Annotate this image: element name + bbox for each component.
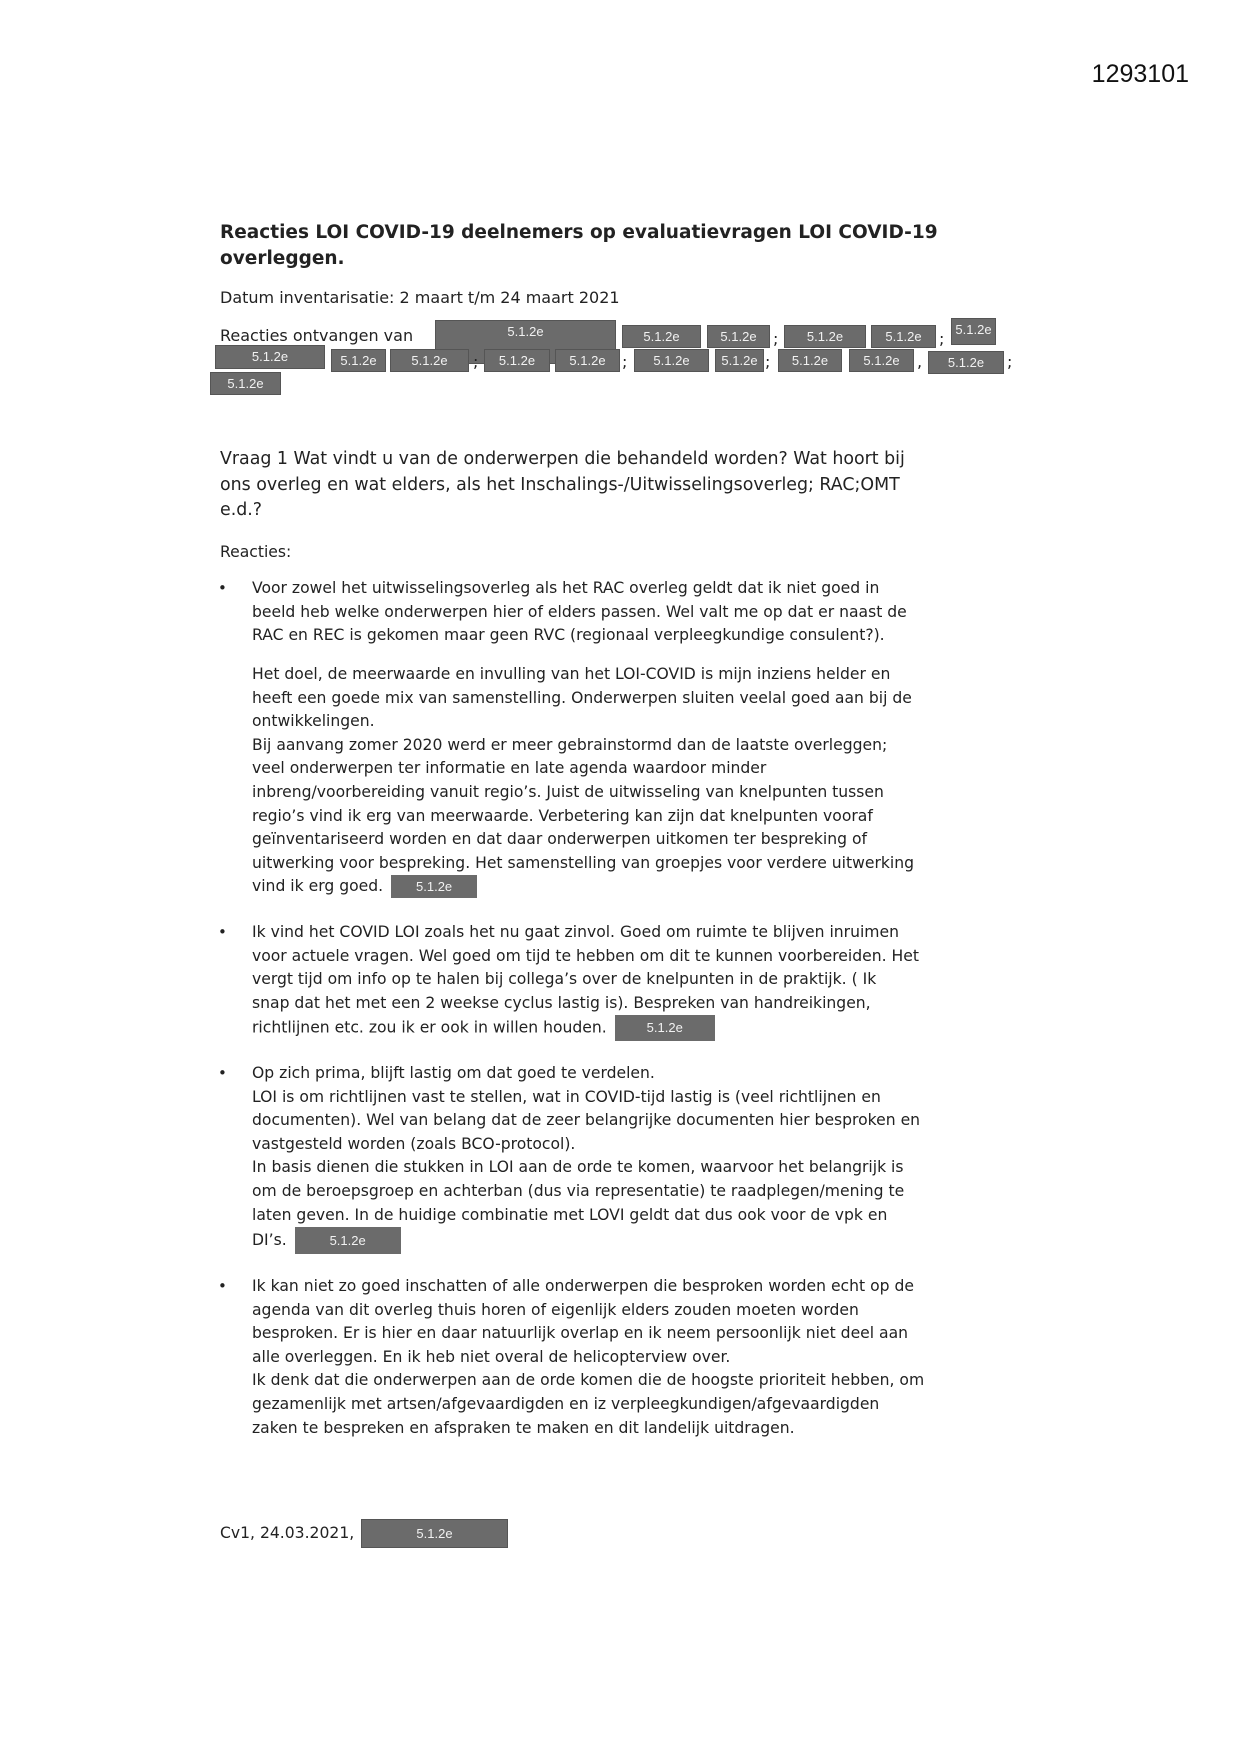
bullet-icon: •: [218, 923, 227, 941]
response-line: regio’s vind ik erg van meerwaarde. Verbetering kan zijn dat knelpunten vooraf: [252, 806, 873, 825]
response-line: vergt tijd om info op te halen bij collega’s over de knelpunten in de praktijk. ( Ik: [252, 970, 877, 989]
redaction-box: 5.1.2e: [210, 372, 281, 395]
response-line: Het doel, de meerwaarde en invulling van het LOI-COVID is mijn inziens helder en: [252, 665, 891, 683]
redaction-box: 5.1.2e: [634, 349, 709, 372]
response-line: Bij aanvang zomer 2020 werd er meer gebrainstormd dan de laatste overleggen;: [252, 735, 888, 754]
response-line: snap dat het met een 2 weekse cyclus lastig is). Bespreken van handreikingen,: [252, 993, 871, 1012]
redaction-box: 5.1.2e: [361, 1519, 508, 1548]
redaction-box: 5.1.2e: [707, 325, 770, 348]
response-line: gezamenlijk met artsen/afgevaardigden en iz verpleegkundigen/afgevaardigden: [252, 1394, 880, 1413]
redaction-box: 5.1.2e: [215, 345, 325, 369]
separator: ;: [622, 352, 628, 371]
separator: ;: [1007, 352, 1013, 371]
redaction-box: 5.1.2e: [871, 325, 936, 348]
response-line: Ik denk dat die onderwerpen aan de orde komen die de hoogste prioriteit hebben, om: [252, 1371, 925, 1390]
response-line: zaken te bespreken en afspraken te maken en dit landelijk uitdragen.: [252, 1418, 795, 1437]
response-item: [252, 1062, 920, 1251]
separator: ;: [473, 352, 479, 371]
redaction-box: 5.1.2e: [778, 349, 842, 372]
response-line: beeld heb welke onderwerpen hier of elders passen. Wel valt me op dat er naast de: [252, 602, 907, 621]
response-line: ontwikkelingen.: [252, 712, 375, 731]
response-line: agenda van dit overleg thuis horen of eigenlijk elders zouden moeten worden: [252, 1300, 859, 1319]
title-line: overleggen.: [220, 248, 345, 269]
document-id: 1293101: [1091, 60, 1189, 88]
question-line: ons overleg en wat elders, als het Inschalings-/Uitwisselingsoverleg; RAC;OMT: [220, 474, 900, 495]
redaction-box: 5.1.2e: [615, 1015, 715, 1041]
response-line: uitwerking voor bespreking. Het samenstelling van groepjes voor verdere uitwerking: [252, 853, 915, 872]
redaction-box: 5.1.2e: [435, 320, 616, 364]
response-line: voor actuele vragen. Wel goed om tijd te hebben om dit te kunnen voorbereiden. Het: [252, 946, 919, 965]
redaction-box: 5.1.2e: [849, 349, 914, 372]
redaction-box: 5.1.2e: [784, 325, 866, 348]
footer-version: Cv1, 24.03.2021,: [220, 1524, 355, 1542]
response-line: vind ik erg goed. 5.1.2e: [252, 875, 914, 899]
response-line: om de beroepsgroep en achterban (dus via representatie) te raadplegen/mening te: [252, 1181, 905, 1200]
bullet-icon: •: [218, 1064, 227, 1082]
response-line: besproken. Er is hier en daar natuurlijk overlap en ik neem persoonlijk niet deel aan: [252, 1324, 909, 1343]
inventory-date: Datum inventarisatie: 2 maart t/m 24 maart 2021: [220, 288, 620, 307]
response-line: heeft een goede mix van samenstelling. Onderwerpen sluiten veelal goed aan bij de: [252, 688, 912, 707]
redaction-box: 5.1.2e: [391, 875, 477, 898]
redaction-box: 5.1.2e: [390, 349, 469, 372]
response-line: richtlijnen etc. zou ik er ook in willen houden. 5.1.2e: [252, 1015, 919, 1039]
response-line: LOI is om richtlijnen vast te stellen, wat in COVID-tijd lastig is (veel richtlijnen en: [252, 1087, 881, 1106]
bullet-icon: •: [218, 579, 227, 597]
response-line: alle overleggen. En ik heb niet overal de helicopterview over.: [252, 1347, 731, 1366]
response-line: vastgesteld worden (zoals BCO-protocol).: [252, 1134, 576, 1153]
response-line: inbreng/voorbereiding vanuit regio’s. Juist de uitwisseling van knelpunten tussen: [252, 782, 884, 801]
separator: ;: [773, 329, 779, 348]
response-line: documenten). Wel van belang dat de zeer belangrijke documenten hier besproken en: [252, 1111, 921, 1130]
redaction-box: 5.1.2e: [622, 325, 701, 348]
redaction-box: 5.1.2e: [484, 349, 550, 372]
response-line: DI’s. 5.1.2e: [252, 1227, 920, 1251]
question-1: [220, 447, 905, 524]
response-item: [252, 577, 907, 648]
response-line: geïnventariseerd worden en dat daar onderwerpen uitkomen ter bespreking of: [252, 830, 868, 849]
response-item: [252, 1275, 924, 1440]
document-title: [220, 220, 938, 272]
redaction-box: 5.1.2e: [928, 351, 1004, 374]
question-line: e.d.?: [220, 500, 263, 520]
separator: ,: [917, 352, 923, 371]
response-line: In basis dienen die stukken in LOI aan de orde te komen, waarvoor het belangrijk is: [252, 1158, 904, 1177]
received-label: Reacties ontvangen van: [220, 326, 414, 345]
response-line: RAC en REC is gekomen maar geen RVC (regionaal verpleegkundige consulent?).: [252, 626, 885, 645]
response-line: Ik vind het COVID LOI zoals het nu gaat zinvol. Goed om ruimte te blijven inruimen: [252, 923, 899, 941]
redaction-box: 5.1.2e: [715, 349, 764, 372]
title-line: Reacties LOI COVID-19 deelnemers op evaluatievragen LOI COVID-19: [220, 222, 938, 243]
separator: ;: [765, 352, 771, 371]
response-line: Voor zowel het uitwisselingsoverleg als het RAC overleg geldt dat ik niet goed in: [252, 579, 880, 597]
response-item: [252, 663, 914, 899]
response-line: Ik kan niet zo goed inschatten of alle onderwerpen die besproken worden echt op de: [252, 1277, 914, 1295]
response-line: Op zich prima, blijft lastig om dat goed te verdelen.: [252, 1064, 655, 1082]
redaction-box: 5.1.2e: [331, 349, 386, 372]
response-line: laten geven. In de huidige combinatie met LOVI geldt dat dus ook voor de vpk en: [252, 1205, 888, 1224]
question-line: Vraag 1 Wat vindt u van de onderwerpen die behandeld worden? Wat hoort bij: [220, 449, 905, 469]
redaction-box: 5.1.2e: [555, 349, 620, 372]
redaction-box: 5.1.2e: [295, 1227, 401, 1254]
reacties-label: Reacties:: [220, 543, 292, 561]
redaction-box: 5.1.2e: [951, 318, 996, 345]
bullet-icon: •: [218, 1277, 227, 1295]
response-item: [252, 921, 919, 1039]
response-line: veel onderwerpen ter informatie en late agenda waardoor minder: [252, 759, 767, 778]
separator: ;: [939, 329, 945, 348]
